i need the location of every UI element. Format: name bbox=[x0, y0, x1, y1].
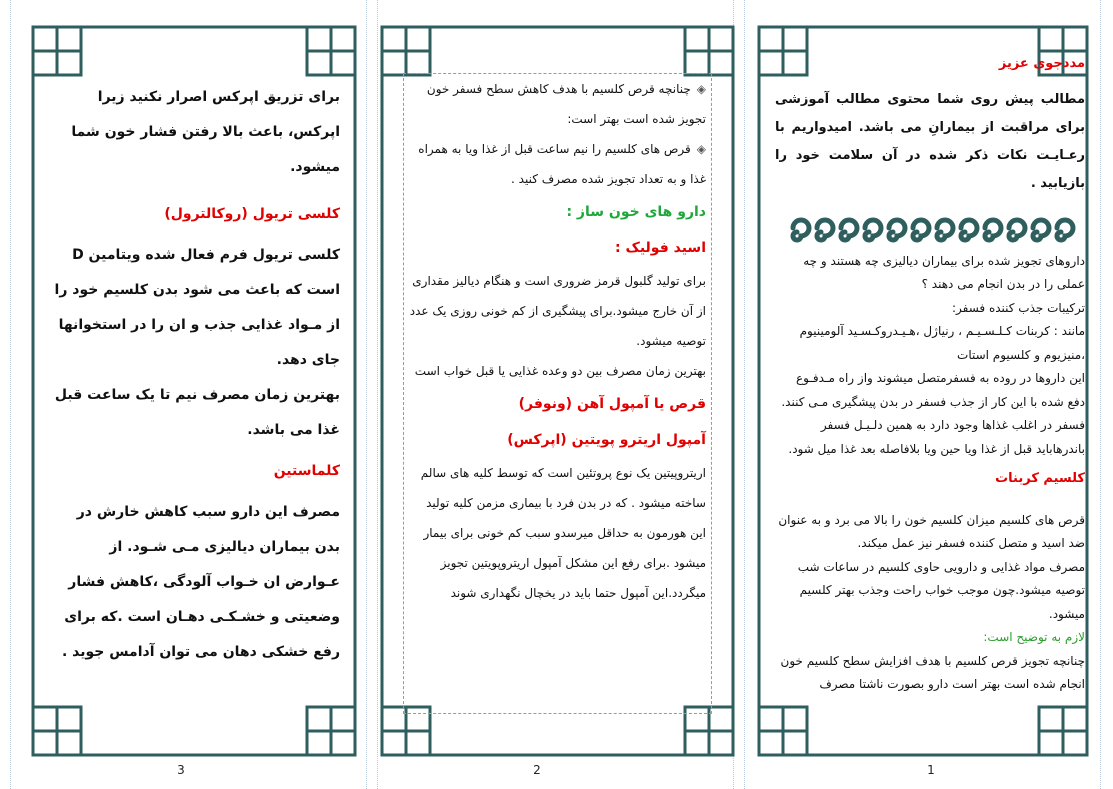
spiral-divider-icon bbox=[775, 208, 1085, 248]
calcium-text: قرص های کلسیم میزان کلسیم خون را بالا می برد و به عنوان ضد اسید و متصل کننده فسفر نیز عمل میکند. bbox=[778, 512, 1085, 550]
note-heading: لازم به توضیح است: bbox=[983, 630, 1085, 644]
diamond-bullet-icon: ◈ bbox=[696, 142, 706, 156]
greeting-heading: مددجوی عزیز bbox=[998, 56, 1085, 71]
epo-warning-text: برای تزریق اپرکس اصرار نکنید زیرا اپرکس، باعث بالا رفتن فشار خون شما میشود. bbox=[71, 89, 340, 175]
clemastine-text: مصرف این دارو سبب کاهش خارش در بدن بیماران دیالیزی مـی شـود. از عـوارض ان خـواب آلودگی ،کاهش فشار وضعیتی و خشـکـی دهـان است .که برای رفع خشکی دهان می توان آدامس جوید . bbox=[61, 504, 340, 660]
iron-heading: قرص یا آمپول آهن (ونوفر) bbox=[518, 396, 706, 412]
diamond-bullet-icon: ◈ bbox=[696, 82, 706, 96]
phosphate-binders-examples: مانند : کربنات کـلـسـیـم ، رنیاژل ،هـیـدروکـسـید آلومینیوم ،منیزیوم و کلسیوم استات bbox=[799, 324, 1085, 362]
bullet-item: ◈چنانچه قرص کلسیم با هدف کاهش سطح فسفر خون تجویز شده است بهتر است: bbox=[426, 82, 706, 126]
blood-drugs-heading: دارو های خون ساز : bbox=[566, 204, 706, 220]
folic-acid-timing: بهترین زمان مصرف بین دو وعده غذایی یا قبل خواب است bbox=[414, 364, 706, 378]
calcitriol-text: کلسی تریول فرم فعال شده ویتامین D است که باعث می شود بدن کلسیم خود را از مـواد غذایی جذب و ان را در استخوانها جای دهد. bbox=[54, 247, 340, 368]
folic-acid-text: برای تولید گلبول قرمز ضروری است و هنگام دیالیز مقداری از آن خارج میشود.برای پیشگیری از کم خونی روزی یک عدد توصیه میشود. bbox=[409, 274, 706, 348]
page-number-1: 1 bbox=[927, 763, 935, 777]
calcitriol-heading: کلسی تریول (روکالترول) bbox=[164, 206, 340, 222]
bullet-item: ◈قرص های کلسیم را نیم ساعت قبل از غذا ویا به همراه غذا و به تعداد تجویز شده مصرف کنید . bbox=[418, 142, 706, 186]
phosphate-binders-action: این داروها در روده به فسفرمتصل میشوند واز راه مـدفـوع دفع شده با این کار از جذب فسفر در بدن پیشگیری مـی کنند. bbox=[781, 371, 1085, 409]
phosphate-binders-label: ترکیبات جذب کننده فسفر: bbox=[951, 300, 1085, 315]
page-1-content bbox=[775, 52, 1085, 697]
page-number-3: 3 bbox=[177, 763, 185, 777]
phosphate-binders-timing: فسفر در اغلب غذاها وجود دارد به همین دلـیـل فسفر باندرهاباید قبل از غذا ویا حین ویا بلافاصله بعد غذا میل شود. bbox=[788, 418, 1085, 456]
calcitriol-timing-text: بهترین زمان مصرف نیم تا یک ساعت قبل غذا می باشد. bbox=[54, 387, 340, 438]
note-text: چنانچه تجویز قرص کلسیم با هدف افزایش سطح کلسیم خون انجام شده است بهتر است دارو بصورت ناشتا مصرف bbox=[780, 653, 1085, 691]
page-number-2: 2 bbox=[533, 763, 541, 777]
intro-text: مطالب پیش روی شما محتوی مطالب آموزشی برای مراقبت از بیمارانِ می باشد. امیدواریم با رعـایـت نکات ذکر شده در آن سلامت خود را بازیابید . bbox=[775, 91, 1085, 191]
clemastine-heading: کلماستین bbox=[273, 463, 340, 479]
epo-text: اریتروپیتین یک نوع پروتئین است که توسط کلیه های سالم ساخته میشود . که در بدن فرد با بیماری مزمن کلیه تولید این هورمون به حداقل میرسدو سبب کم خونی برای بیمار میشود .برای رفع این مشکل آمپول اریتروپویتین تجویز میگردد.این آمپول حتما باید در یخچال نگهداری شوند bbox=[420, 466, 706, 600]
folic-acid-heading: اسید فولیک : bbox=[615, 240, 706, 256]
drugs-question-text: داروهای تجویز شده برای بیماران دیالیزی چه هستند و چه عملی را در بدن انجام می دهند ؟ bbox=[803, 253, 1085, 291]
calcium-timing-text: مصرف مواد غذایی و دارویی حاوی کلسیم در ساعات شب توصیه میشود.چون موجب خواب راحت وجذب بهتر کلسیم میشود. bbox=[797, 559, 1085, 621]
epo-heading: آمپول اریترو پویتین (اپرکس) bbox=[507, 432, 706, 448]
page-2-content bbox=[408, 74, 706, 608]
calcium-carbonate-heading: کلسیم کربنات bbox=[995, 471, 1085, 486]
